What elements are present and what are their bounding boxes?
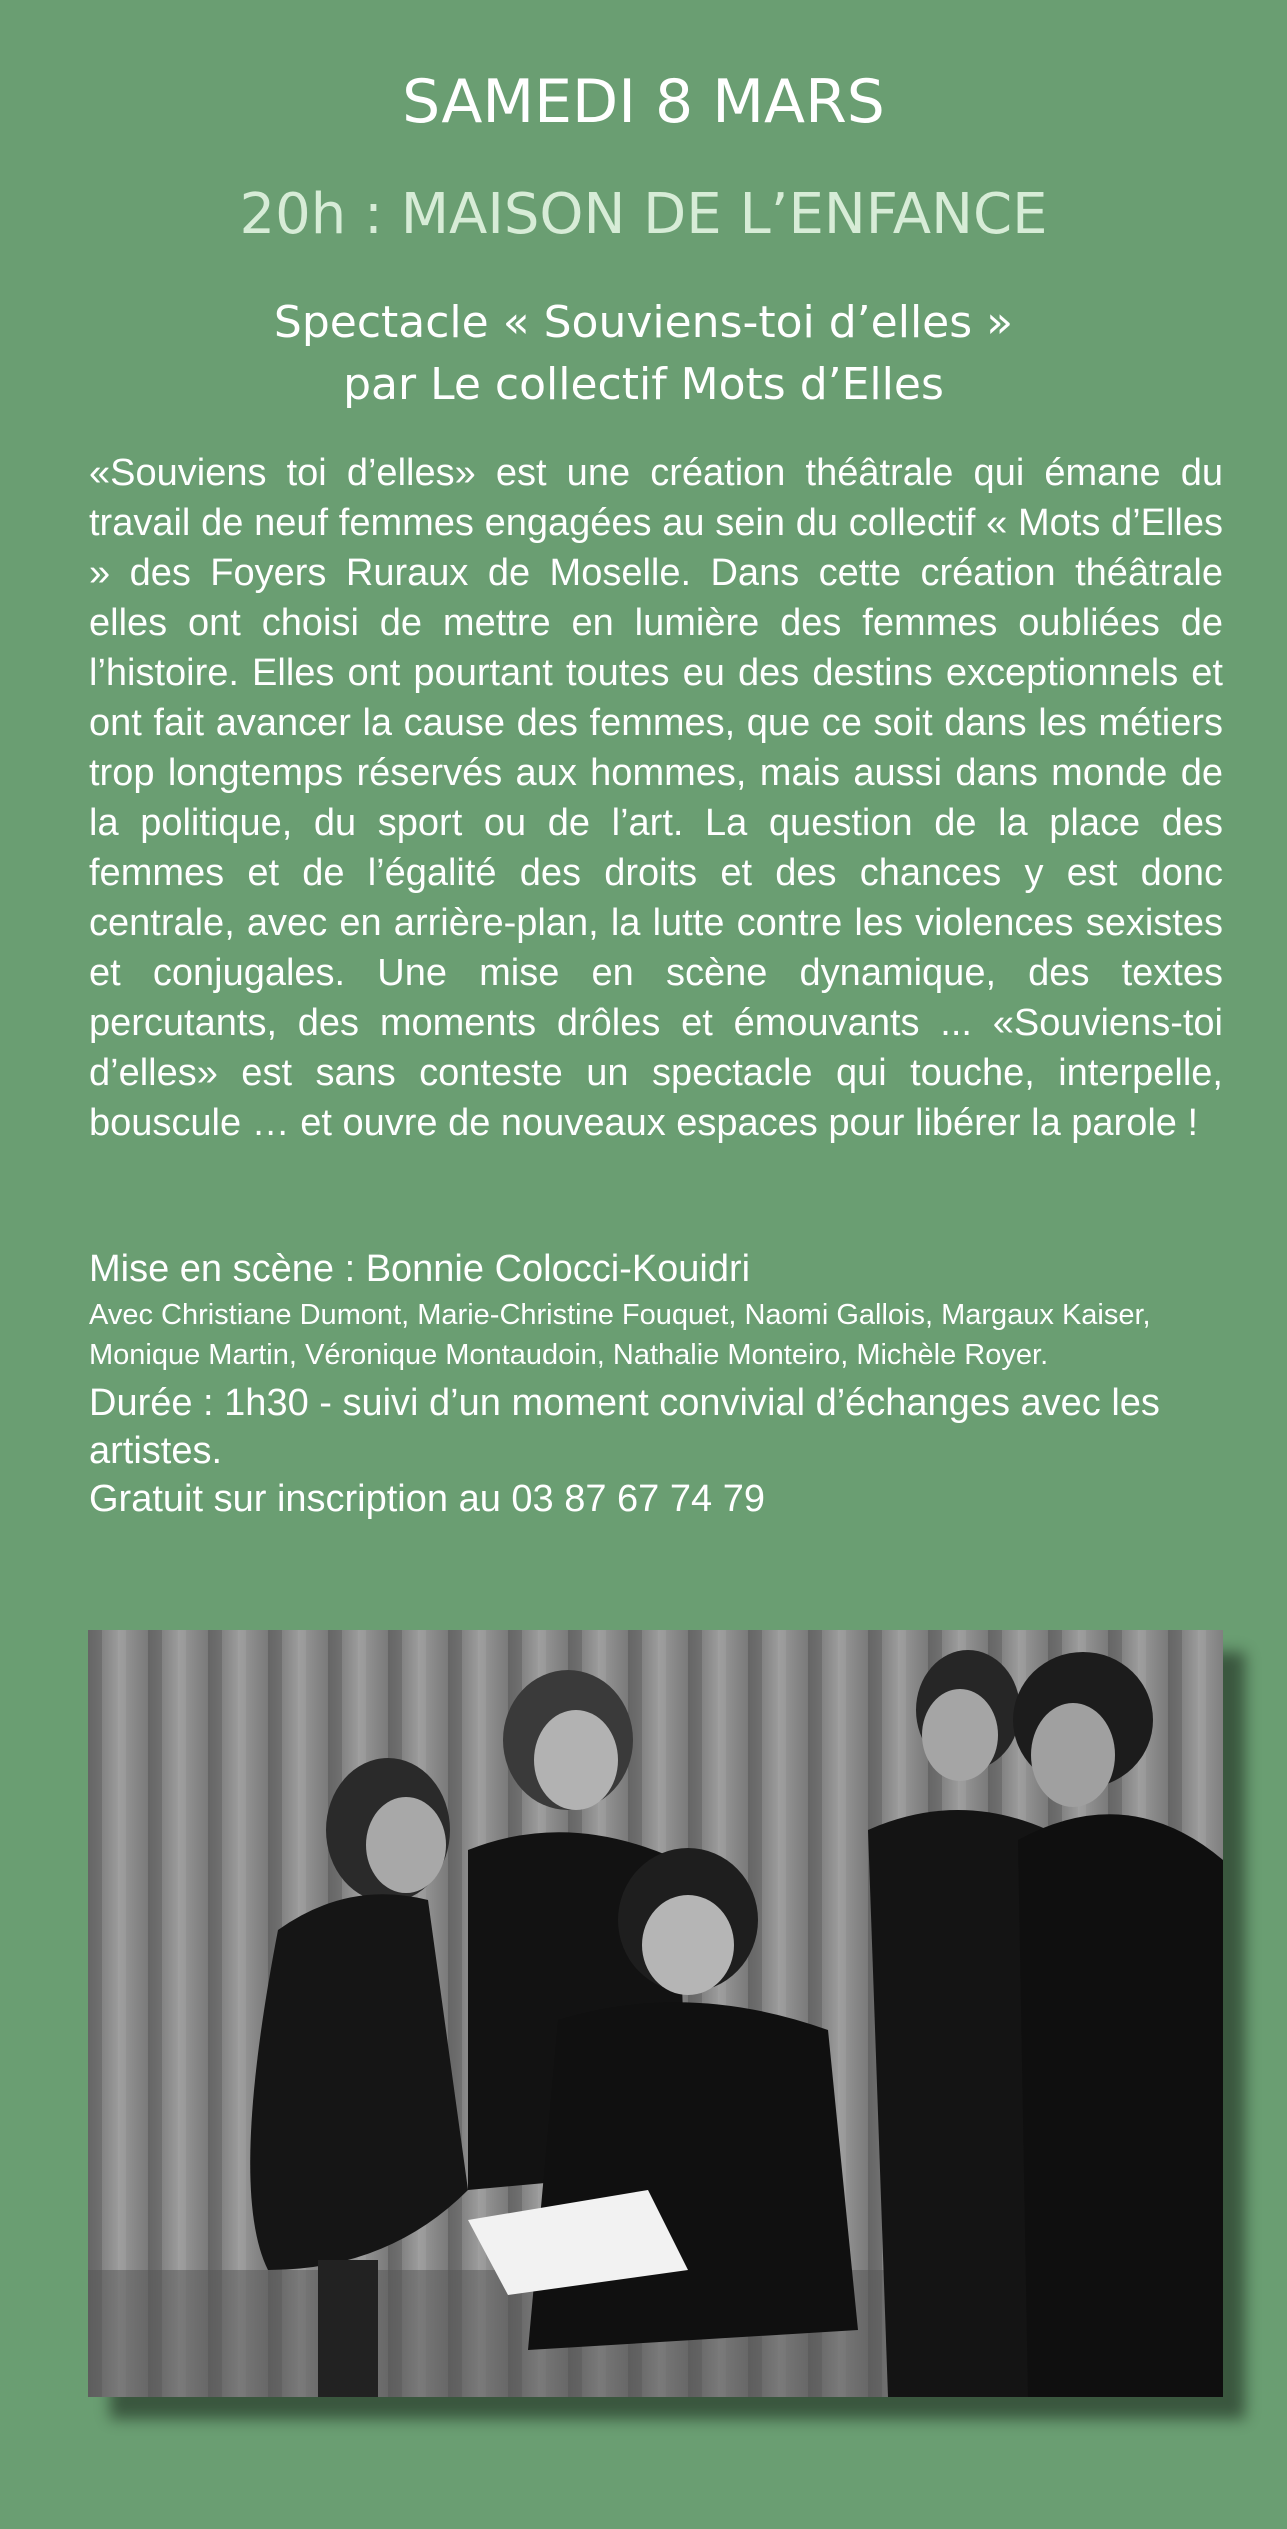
cast-credit: Avec Christiane Dumont, Marie-Christine Fouquet, Naomi Gallois, Margaux Kaiser, Monique Martin, Véronique Montaudoin, Nathalie Monteiro, Michèle Royer. — [89, 1299, 1151, 1371]
performers-photo-illustration — [88, 1630, 1223, 2397]
event-time-place: 20h : MAISON DE L’ENFANCE — [239, 182, 1048, 247]
performers-photo — [88, 1630, 1223, 2397]
show-title — [0, 292, 1287, 416]
director-credit: Mise en scène : Bonnie Colocci-Kouidri — [89, 1248, 751, 1290]
show-title-line1: Spectacle « Souviens-toi d’elles » — [273, 297, 1014, 348]
credits — [89, 1245, 1223, 1523]
show-description: «Souviens toi d’elles» est une création théâtrale qui émane du travail de neuf femmes engagées au sein du collectif « Mots d’Elles » des Foyers Ruraux de Moselle. Dans cette création théâtrale elles ont choisi de mettre en lumière des femmes oubliées de l’histoire. Elles ont pourtant toutes eu des destins exceptionnels et ont fait avancer la cause des femmes, que ce soit dans les métiers trop longtemps réservés aux hommes, mais aussi dans monde de la politique, du sport ou de l’art. La question de la place des femmes et de l’égalité des droits et des chances y est donc centrale, avec en arrière-plan, la lutte contre les violences sexistes et conjugales. Une mise en scène dynamique, des textes percutants, des moments drôles et émouvants ... «Souviens-toi d’elles» est sans conteste un spectacle qui touche, interpelle, bouscule … et ouvre de nouveaux espaces pour libérer la parole ! — [89, 452, 1223, 1144]
registration-info: Gratuit sur inscription au 03 87 67 74 79 — [89, 1478, 765, 1520]
event-date: SAMEDI 8 MARS — [402, 67, 885, 137]
duration-info: Durée : 1h30 - suivi d’un moment convivial d’échanges avec les artistes. — [89, 1382, 1160, 1472]
show-title-line2: par Le collectif Mots d’Elles — [343, 359, 944, 410]
